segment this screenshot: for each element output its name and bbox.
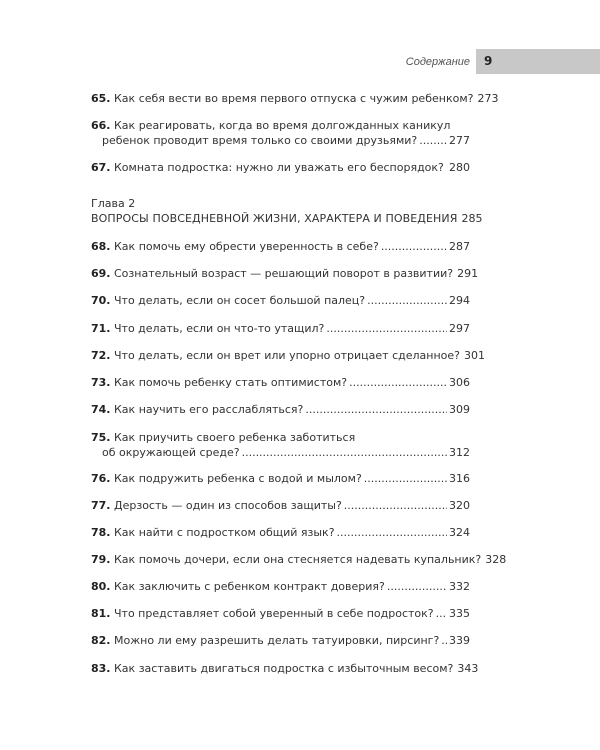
toc-entry-page: 306: [449, 376, 470, 389]
toc-entry-title: Как найти с подростком общий язык?: [114, 526, 335, 539]
toc-entry: [91, 348, 485, 363]
toc-entry-line: [91, 471, 470, 486]
toc-entry-number: 79.: [91, 553, 111, 566]
toc-entry-page: 316: [449, 472, 470, 485]
toc-entry-page: 280: [449, 161, 470, 174]
toc-entry-title: ребенок проводит время только со своими друзьями?: [102, 134, 418, 147]
toc-entry: [91, 633, 470, 648]
toc-entry-number: 68.: [91, 240, 111, 253]
toc-entry-line: [91, 445, 470, 460]
toc-entry-line: [91, 91, 499, 106]
toc-entry-title: Что представляет собой уверенный в себе подросток?: [114, 607, 434, 620]
dot-leader: [326, 321, 447, 336]
toc-entry-line: [91, 239, 470, 254]
toc-entry-line: [91, 118, 470, 133]
toc-entry: [91, 525, 470, 540]
toc-entry-line: [91, 402, 470, 417]
toc-entry-number: 72.: [91, 349, 111, 362]
toc-entry-number: 73.: [91, 376, 111, 389]
running-header-tab: [476, 49, 600, 74]
dot-leader: [436, 606, 447, 621]
toc-entry-line: [91, 160, 470, 175]
toc-entry-title: Что делать, если он врет или упорно отрицает сделанное?: [114, 349, 460, 362]
toc-entry-line: [91, 606, 470, 621]
toc-entry-title: Как заключить с ребенком контракт доверия?: [114, 580, 385, 593]
toc-entry-number: 82.: [91, 634, 111, 647]
toc-entry-line: [91, 633, 470, 648]
toc-entry-line: [91, 498, 470, 513]
toc-entry-title: Сознательный возраст — решающий поворот в развитии?: [114, 267, 454, 280]
toc-entry-title: Как себя вести во время первого отпуска с чужим ребенком?: [114, 92, 474, 105]
toc-entry-title: Дерзость — один из способов защиты?: [114, 499, 342, 512]
toc-entry: [91, 239, 470, 254]
toc-entry: [91, 375, 470, 390]
toc-entry: [91, 402, 470, 417]
toc-entry-title: Как приучить своего ребенка заботиться: [114, 431, 356, 444]
toc-entry-page: 291: [457, 267, 479, 280]
toc-entry-title: Как помочь ребенку стать оптимистом?: [114, 376, 348, 389]
toc-entry-line: [91, 266, 479, 281]
toc-entry-title: Как заставить двигаться подростка с избыточным весом?: [114, 662, 454, 675]
toc-entry-page: 309: [449, 403, 470, 416]
toc-entry: [91, 321, 470, 336]
toc-entry: [91, 160, 470, 175]
toc-entry-number: 67.: [91, 161, 111, 174]
chapter-heading: [91, 211, 483, 226]
toc-entry-number: 78.: [91, 526, 111, 539]
toc-entry-page: 343: [457, 662, 479, 675]
toc-entry-number: 66.: [91, 119, 111, 132]
toc-entry-line: [91, 321, 470, 336]
toc-entry-title: Как реагировать, когда во время долгожданных каникул: [114, 119, 451, 132]
toc-entry-page: 335: [449, 607, 470, 620]
dot-leader: [364, 471, 447, 486]
toc-entry-number: 69.: [91, 267, 111, 280]
toc-entry-line: [91, 348, 485, 363]
toc-entry: [91, 118, 470, 148]
toc-entry-title: Что делать, если он сосет большой палец?: [114, 294, 366, 307]
dot-leader: [337, 525, 447, 540]
toc-entry-number: 74.: [91, 403, 111, 416]
dot-leader: [441, 633, 447, 648]
toc-entry-number: 81.: [91, 607, 111, 620]
toc-entry: [91, 430, 470, 460]
toc-entry-line: [91, 552, 507, 567]
toc-entry-line: [91, 430, 470, 445]
toc-entry-line: [91, 375, 470, 390]
toc-entry: [91, 579, 470, 594]
toc-entry: [91, 293, 470, 308]
toc-entry-title: Что делать, если он что-то утащил?: [114, 322, 325, 335]
toc-entry-number: 83.: [91, 662, 111, 675]
toc-entry-title: Как подружить ребенка с водой и мылом?: [114, 472, 362, 485]
toc-entry-page: 294: [449, 294, 470, 307]
toc-entry-title: Как научить его расслабляться?: [114, 403, 304, 416]
toc-entry: [91, 661, 479, 676]
toc-entry-title: Комната подростка: нужно ли уважать его беспорядок?: [114, 161, 444, 174]
toc-entry-number: 71.: [91, 322, 111, 335]
toc-entry-line: [91, 525, 470, 540]
toc-entry-title: об окружающей среде?: [102, 446, 240, 459]
toc-entry: [91, 471, 470, 486]
dot-leader: [419, 133, 447, 148]
dot-leader: [381, 239, 447, 254]
toc-entry-page: 332: [449, 580, 470, 593]
toc-entry-number: 77.: [91, 499, 111, 512]
toc-entry-page: 277: [449, 134, 470, 147]
page-number: 9: [484, 54, 493, 68]
toc-entry-title: Как помочь ему обрести уверенность в себе?: [114, 240, 379, 253]
dot-leader: [367, 293, 447, 308]
toc-entry-line: [91, 661, 479, 676]
toc-entry: [91, 552, 507, 567]
toc-entry-line: [91, 579, 470, 594]
toc-entry: [91, 606, 470, 621]
dot-leader: [242, 445, 447, 460]
toc-entry: [91, 91, 499, 106]
chapter-title: ВОПРОСЫ ПОВСЕДНЕВНОЙ ЖИЗНИ, ХАРАКТЕРА И ПОВЕДЕНИЯ: [91, 212, 458, 225]
running-header-label: Содержание: [405, 56, 470, 68]
toc-entry-page: 328: [485, 553, 507, 566]
toc-entry-page: 312: [449, 446, 470, 459]
toc-entry-page: 301: [464, 349, 485, 362]
chapter-page: 285: [461, 212, 483, 225]
toc-entry-page: 297: [449, 322, 470, 335]
dot-leader: [446, 160, 447, 175]
toc-entry-line: [91, 293, 470, 308]
toc-entry-page: 339: [449, 634, 470, 647]
toc-entry-line: [91, 133, 470, 148]
toc-entry-title: Как помочь дочери, если она стесняется надевать купальник?: [114, 553, 482, 566]
toc-entry-title: Можно ли ему разрешить делать татуировки, пирсинг?: [114, 634, 440, 647]
toc-entry-number: 75.: [91, 431, 111, 444]
dot-leader: [305, 402, 447, 417]
toc-entry: [91, 266, 479, 281]
dot-leader: [387, 579, 447, 594]
toc-entry-number: 65.: [91, 92, 111, 105]
toc-entry: [91, 498, 470, 513]
dot-leader: [349, 375, 447, 390]
toc-entry-number: 80.: [91, 580, 111, 593]
chapter-label: Глава 2: [91, 197, 136, 210]
toc-entry-number: 76.: [91, 472, 111, 485]
toc-entry-page: 320: [449, 499, 470, 512]
toc-entry-page: 273: [477, 92, 499, 105]
toc-entry-page: 324: [449, 526, 470, 539]
dot-leader: [344, 498, 447, 513]
toc-entry-page: 287: [449, 240, 470, 253]
toc-entry-number: 70.: [91, 294, 111, 307]
